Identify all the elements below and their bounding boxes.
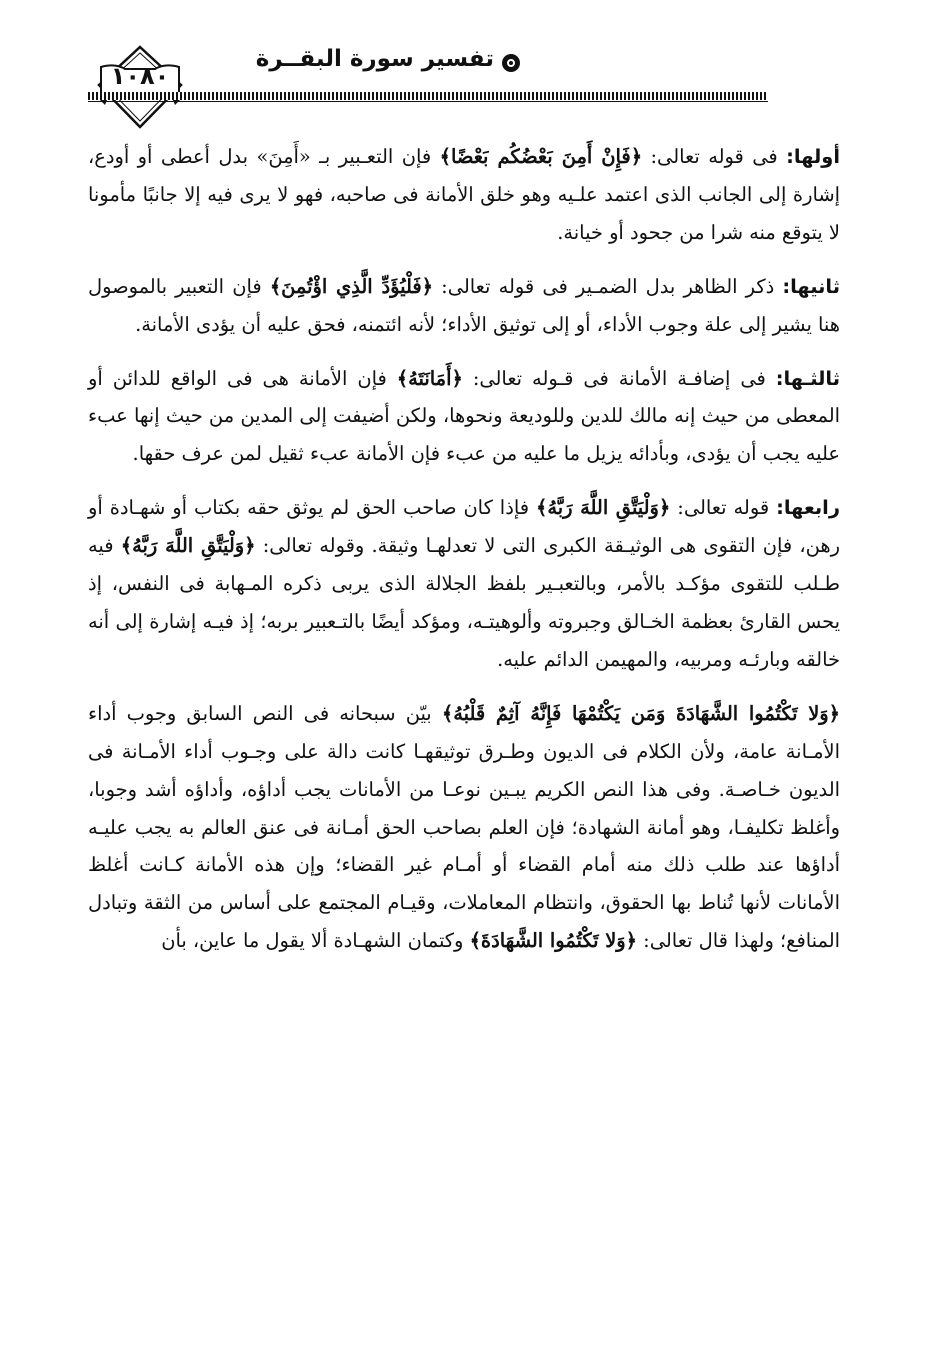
body-text: وكتمان الشهـادة ألا يقول ما عاين، بأن [161,929,470,953]
quran-verse: ﴿فَإِنْ أَمِنَ بَعْضُكُم بَعْضًا﴾ [439,145,643,168]
paragraph [88,360,840,474]
body-text: فى قوله تعالى: [642,145,787,168]
page-body [88,138,840,1338]
header-rule-thin [88,101,768,102]
paragraph [88,489,840,679]
paragraph-lead: رابعها: [776,496,840,520]
flower-ornament-icon [500,52,522,74]
running-title: تفسير سورة البقــرة [255,46,494,72]
header-rule [88,92,768,100]
paragraph-lead: أولها: [786,145,840,168]
body-text: فإن التعـبير بـ «أَمِنَ» بدل أعطى أو أودع، إشارة إلى الجانب الذى اعتمد علـيه وهو خلق الأمانة فى صاحبه، فهو لا يرى فيه إلا جانبًا مأمونا لا يتوقع منه شرا من جحود أو خيانة. [88,145,840,244]
paragraph [88,268,840,344]
quran-verse: ﴿وَلْيَتَّقِ اللَّهَ رَبَّهُ﴾ [120,534,256,558]
paragraph [88,695,840,960]
paragraph-lead: ثانيها: [782,274,840,298]
quran-verse: ﴿وَلا تَكْتُمُوا الشَّهَادَةَ وَمَن يَكْتُمْهَا فَإِنَّهُ آثِمٌ قَلْبُهُ﴾ [441,701,841,725]
quran-verse: ﴿وَلا تَكْتُمُوا الشَّهَادَةَ﴾ [469,929,638,953]
page-header [0,0,934,135]
quran-verse: ﴿وَلْيَتَّقِ اللَّهَ رَبَّهُ﴾ [536,496,671,520]
body-text: فيه طـلب للتقوى مؤكـد بالأمر، وبالتعبـير بلفظ الجلالة الذى يربى ذكره المـهابة فى النفس، إذ يحس القارئ بعظمة الخـالق وجبروته وألوهيتـه، ومؤكد أيضًا بالتـعبير بربه؛ إذ فيـه إشارة إلى أنه خالقه وبارئـه ومربيه، والمهيمن الدائم عليه. [88,534,840,671]
quran-verse: ﴿فَلْيُؤَدِّ الَّذِي اؤْتُمِنَ﴾ [269,274,433,298]
body-text: فإن التعبير بالموصول هنا يشير إلى علة وجوب الأداء، أو إلى توثيق الأداء؛ لأنه ائتمنه، فحق عليه أن يؤدى الأمانة. [88,274,840,336]
body-text: قوله تعالى: [670,496,777,520]
body-text: بيّن سبحانه فى النص السابق وجوب أداء الأمـانة عامة، ولأن الكلام فى الديون وطـرق توثيقهـا كانت دالة على وجـوب أداء الأمـانة فى الديون خـاصـة. وفى هذا النص الكريم يبـين نوعـا من الأمانات يجب أداؤه، وأداؤه أشد وجوبا، وأغلظ تكليفـا، وهو أمانة الشهادة؛ فإن العلم بصاحب الحق أمـانة فى عنق العالم به يجب عليـه أداؤها عند طلب ذلك منه أمام القضاء أو أمـام غير القضاء؛ وإن هذه الأمانة كـانت أغلظ الأمانات لأنها تُناط بها الحقوق، وانتظام المعاملات، وقيـام المجتمع على أساس من الثقة وتبادل المنافع؛ ولهذا قال تعالى: [88,701,840,953]
page-number: ١٠٨٠ [110,62,170,90]
quran-verse: ﴿أَمَانَتَهُ﴾ [396,366,463,390]
paragraph [88,138,840,252]
body-text: ذكر الظاهر بدل الضمـير فى قوله تعالى: [433,274,783,298]
body-text: فى إضافـة الأمانة فى قـوله تعالى: [462,366,776,390]
body-text: فإذا كان صاحب الحق لم يوثق حقه بكتاب أو شهـادة أو رهن، فإن التقوى هى الوثيـقة الكبرى التى لا تعدلهـا وثيقة. وقوله تعالى: [88,496,840,558]
body-text: فإن الأمانة هى فى الواقع للدائن أو المعطى من حيث إنه مالك للدين وللوديعة ونحوها، ولكن أضيفت إلى المدين من حيث إنها عبء عليه يجب أن يؤدى، وبأدائه يزيل ما عليه من عبء فإن الأمانة عبء ثقيل لمن عرف حقها. [88,366,840,466]
paragraph-lead: ثالثـها: [775,366,840,390]
